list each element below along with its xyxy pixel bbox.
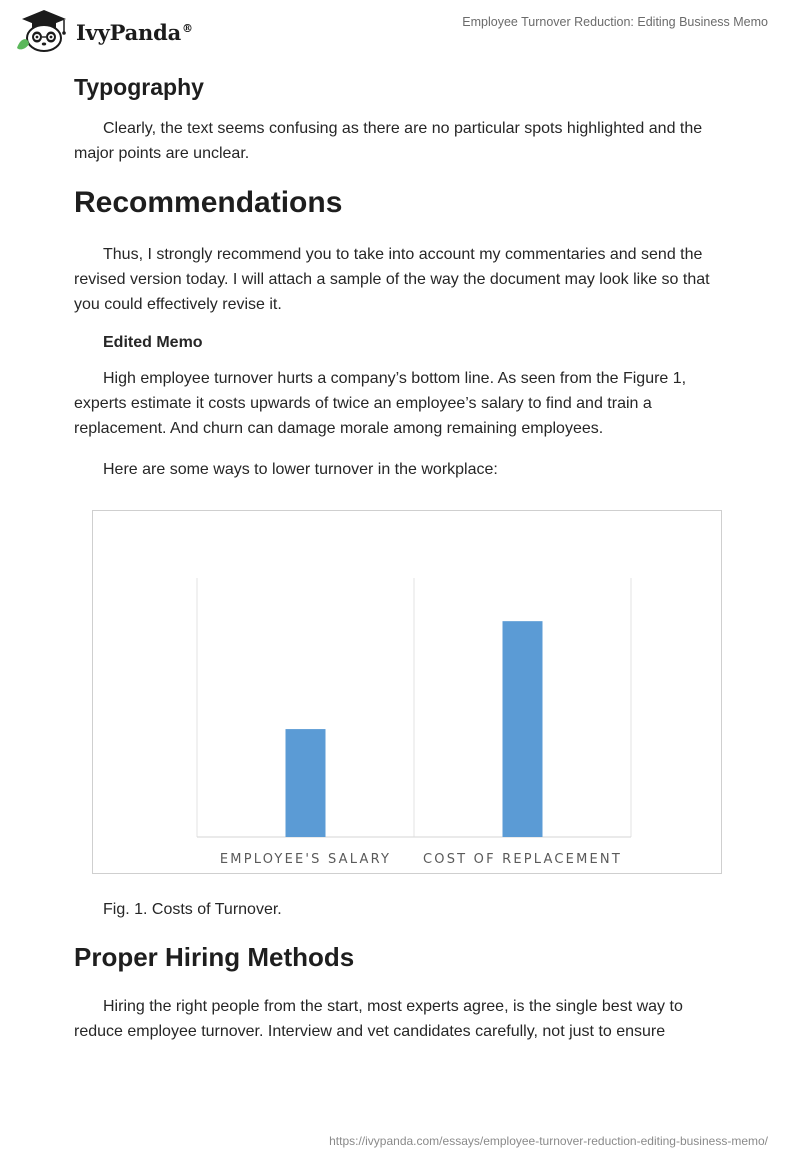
recommendations-paragraph: Thus, I strongly recommend you to take into account my commentaries and send the revised version today. I will attach a sample of the way the document may look like so that you could effectively revise it.	[74, 246, 710, 313]
brand-name: IvyPanda®	[76, 19, 193, 45]
x-tick-label: EMPLOYEE'S SALARY	[219, 852, 392, 867]
x-tick-label: COST OF REPLACEMENT	[423, 852, 622, 867]
recommendations-heading: Recommendations	[74, 186, 343, 219]
typography-paragraph: Clearly, the text seems confusing as there are no particular spots highlighted and the major points are unclear.	[74, 120, 703, 162]
document-title: Employee Turnover Reduction: Editing Business Memo	[462, 15, 768, 29]
hiring-heading: Proper Hiring Methods	[74, 942, 355, 972]
bar-cost-of-replacement	[503, 621, 543, 837]
bar-employee-salary	[286, 729, 326, 837]
edited-memo-label: Edited Memo	[103, 334, 203, 351]
brand-logo[interactable]	[14, 8, 193, 54]
source-url-link[interactable]: https://ivypanda.com/essays/employee-turnover-reduction-editing-business-memo/	[329, 1134, 768, 1148]
essay-body-continued	[74, 901, 726, 1044]
turnover-cost-chart	[92, 510, 722, 874]
page-header	[0, 0, 800, 64]
essay-body	[74, 72, 726, 482]
typography-heading: Typography	[74, 74, 204, 100]
memo-paragraph: High employee turnover hurts a company’s bottom line. As seen from the Figure 1, experts estimate it costs upwards of twice an employee’s salary to find and train a replacement. And churn can damage morale among remaining employees.	[74, 370, 687, 437]
memo-paragraph-intro: Here are some ways to lower turnover in the workplace:	[103, 461, 498, 478]
panda-logo-icon	[14, 8, 74, 54]
bar-chart	[93, 511, 723, 875]
hiring-paragraph: Hiring the right people from the start, most experts agree, is the single best way to reduce employee turnover. Interview and vet candidates carefully, not just to ensure	[74, 998, 683, 1040]
figure-caption: Fig. 1. Costs of Turnover.	[103, 901, 282, 918]
